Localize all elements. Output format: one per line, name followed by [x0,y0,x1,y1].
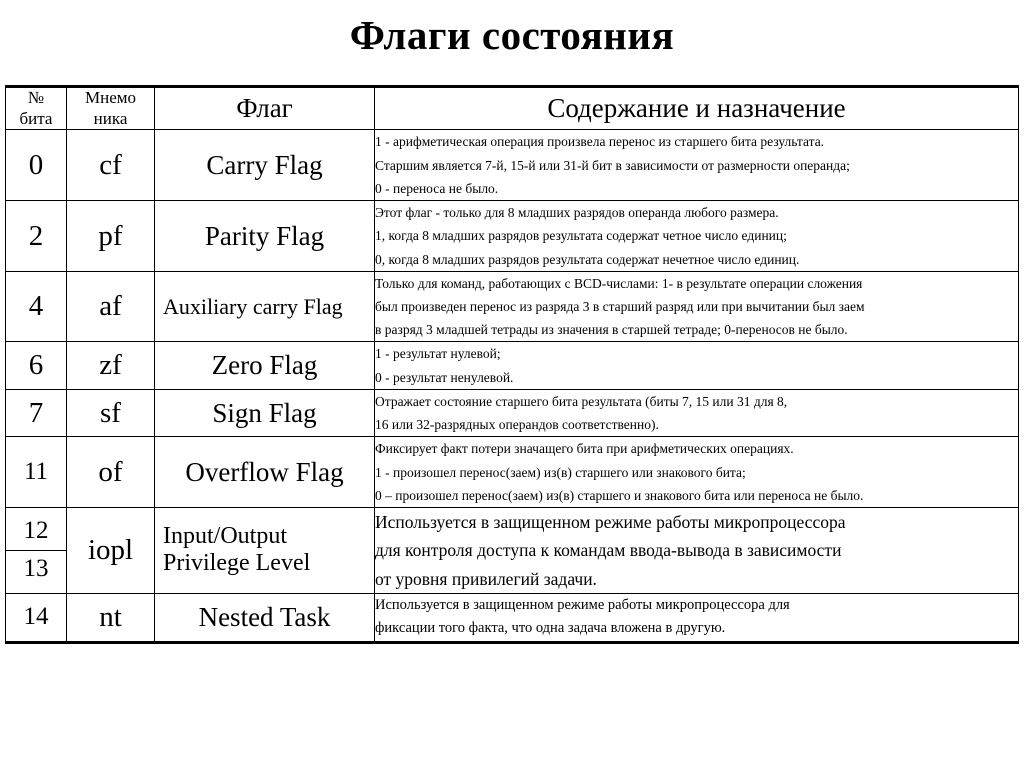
cell-flag-name-line1: Input/Output [163,522,287,549]
cell-flag-name: Auxiliary carry Flag [155,271,375,342]
cell-flag-name: Zero Flag [155,342,375,389]
column-header-mnemonic [67,87,155,130]
table-row [6,389,1019,436]
cell-mnemonic: sf [67,389,155,436]
table-row [6,342,1019,389]
description-line: 16 или 32-разрядных операндов соответственно). [375,417,659,433]
cell-description [375,389,1019,436]
description-line: фиксации того факта, что одна задача вложена в другую. [375,620,726,637]
cell-flag-name [155,507,375,593]
cell-flag-name: Overflow Flag [155,437,375,508]
cell-flag-name: Nested Task [155,594,375,643]
description-line: от уровня привилегий задачи. [375,568,597,589]
description-line: 0 - переноса не было. [375,180,499,196]
description-line: в разряд 3 младшей тетрады из значения в старшей тетраде; 0-переносов не было. [375,322,848,338]
description-line: 0 - результат ненулевой. [375,369,514,385]
description-line: Отражает состояние старшего бита результата (биты 7, 15 или 31 для 8, [375,393,788,409]
description-line: Только для команд, работающих с BCD-числами: 1- в результате операции сложения [375,275,863,291]
column-header-mnemonic-line2: ника [93,108,128,128]
column-header-description: Содержание и назначение [375,87,1019,130]
cell-bit-number: 11 [6,437,67,508]
description-line: был произведен перенос из разряда 3 в старший разряд или при вычитании был заем [375,299,865,314]
cell-mnemonic: nt [67,594,155,643]
table-row [6,201,1019,272]
table-row [6,437,1019,508]
table-row [6,130,1019,201]
description-line: Используется в защищенном режиме работы микропроцессора [375,511,846,532]
cell-bit-number-range [6,507,67,593]
cell-description [375,271,1019,342]
description-line: 1 - произошел перенос(заем) из(в) старшего или знакового бита; [375,464,746,480]
table-row [6,507,1019,593]
cell-bit-number-13: 13 [23,554,49,582]
description-line: Этот флаг - только для 8 младших разрядов операнда любого размера. [375,205,779,221]
cell-bit-number: 14 [6,594,67,643]
description-line: 1, когда 8 младших разрядов результата содержат четное число единиц; [375,228,787,244]
cell-bit-number: 7 [6,389,67,436]
table-header-row [6,87,1019,130]
column-header-bit-number [6,87,67,130]
cell-mnemonic: of [67,437,155,508]
status-flags-table [5,85,1019,644]
cell-bit-number: 4 [6,271,67,342]
cell-bit-number: 0 [6,130,67,201]
description-line: Используется в защищенном режиме работы микропроцессора для [375,597,790,613]
description-line: 0 – произошел перенос(заем) из(в) старшего и знакового бита или переноса не было. [375,487,864,503]
cell-mnemonic: zf [67,342,155,389]
cell-mnemonic: af [67,271,155,342]
cell-description [375,342,1019,389]
cell-bit-number: 2 [6,201,67,272]
cell-bit-number-12: 12 [6,513,66,551]
cell-description [375,437,1019,508]
cell-flag-name-line2: Privilege Level [163,550,311,577]
cell-flag-name: Carry Flag [155,130,375,201]
cell-flag-name: Sign Flag [155,389,375,436]
column-header-mnemonic-line1: Мнемо [84,88,137,107]
column-header-flag: Флаг [155,87,375,130]
description-line: 0, когда 8 младших разрядов результата содержат нечетное число единиц. [375,251,800,267]
description-line: 1 - арифметическая операция произвела перенос из старшего бита результата. [375,134,825,150]
cell-mnemonic: pf [67,201,155,272]
cell-description [375,594,1019,643]
cell-description [375,201,1019,272]
table-row [6,594,1019,643]
column-header-bit-number-line2: бита [19,108,53,128]
description-line: для контроля доступа к командам ввода-вывода в зависимости [375,540,842,561]
description-line: 1 - результат нулевой; [375,346,501,362]
description-line: Фиксирует факт потери значащего бита при арифметических операциях. [375,441,794,457]
cell-flag-name: Parity Flag [155,201,375,272]
cell-description [375,130,1019,201]
cell-description [375,507,1019,593]
cell-mnemonic: iopl [67,507,155,593]
description-line: Старшим является 7-й, 15-й или 31-й бит в зависимости от размерности операнда; [375,157,850,173]
table-row [6,271,1019,342]
cell-bit-number: 6 [6,342,67,389]
column-header-bit-number-line1: № [27,88,45,107]
cell-mnemonic: cf [67,130,155,201]
page-title: Флаги состояния [349,12,675,58]
